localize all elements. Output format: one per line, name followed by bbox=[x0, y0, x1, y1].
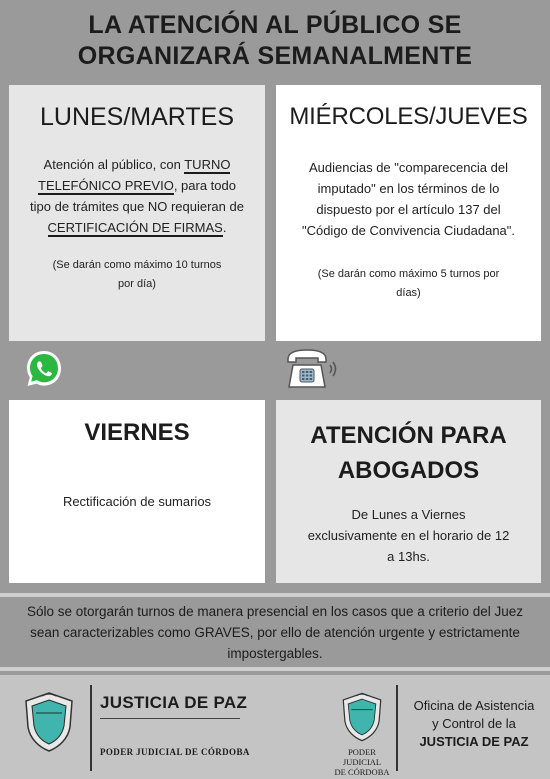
card-lawyers bbox=[276, 400, 541, 583]
card-description bbox=[27, 154, 247, 238]
card-description: Audiencias de "comparecencia del imputado" en los términos de lo dispuesto por el artículo 137 del "Código de Convivencia Ciudadana". bbox=[301, 160, 516, 238]
office-name bbox=[400, 697, 548, 751]
footer bbox=[0, 675, 550, 779]
seal-caption-line-1: PODER JUDICIAL bbox=[342, 747, 382, 767]
divider bbox=[100, 718, 240, 719]
notice-banner bbox=[0, 593, 550, 671]
card-wednesday-thursday bbox=[276, 85, 541, 341]
text-part: . bbox=[222, 220, 227, 235]
shield-seal-icon bbox=[22, 691, 76, 753]
seal-caption-line-2: DE CÓRDOBA bbox=[334, 767, 390, 777]
page-title-line-1: LA ATENCIÓN AL PÚBLICO SE bbox=[88, 11, 462, 39]
card-title: VIERNES bbox=[84, 419, 190, 446]
office-line-1: Oficina de Asistencia bbox=[413, 698, 535, 713]
brand-subtitle: PODER JUDICIAL DE CÓRDOBA bbox=[100, 747, 250, 757]
telephone-icon bbox=[284, 345, 340, 393]
seal-caption bbox=[330, 747, 394, 777]
notice-text: Sólo se otorgarán turnos de manera presencial en los casos que a criterio del Juez sean caracterizables como GRAVES, por ello de atención urgente y estrictamente impostergables. bbox=[26, 603, 524, 661]
text-part: , para todo tipo de trámites que NO requieran de bbox=[30, 178, 244, 214]
card-friday bbox=[9, 400, 265, 583]
card-title: MIÉRCOLES/JUEVES bbox=[289, 103, 528, 130]
card-monday-tuesday bbox=[9, 85, 265, 341]
card-title-line-1: ATENCIÓN PARA bbox=[310, 422, 507, 449]
office-line-3: JUSTICIA DE PAZ bbox=[419, 734, 529, 749]
shield-seal-icon bbox=[340, 691, 384, 743]
underlined-text-certification: CERTIFICACIÓN DE FIRMAS bbox=[47, 220, 223, 235]
whatsapp-icon bbox=[23, 348, 65, 390]
card-title: LUNES/MARTES bbox=[39, 103, 235, 131]
card-title bbox=[276, 418, 541, 488]
card-title-line-2: ABOGADOS bbox=[337, 457, 480, 484]
office-line-2: y Control de la bbox=[432, 716, 516, 731]
card-description: Rectificación de sumarios bbox=[62, 494, 212, 509]
divider bbox=[396, 685, 398, 771]
card-note: (Se darán como máximo 5 turnos por días) bbox=[317, 268, 500, 299]
divider bbox=[90, 685, 92, 771]
text-part: Atención al público, con bbox=[43, 157, 185, 172]
page-title-line-2: ORGANIZARÁ SEMANALMENTE bbox=[77, 42, 473, 70]
brand-title: JUSTICIA DE PAZ bbox=[100, 693, 248, 712]
page-header bbox=[0, 0, 550, 82]
underlined-text-phone-appointment: TURNO TELEFÓNICO PREVIO bbox=[38, 157, 231, 193]
card-note: (Se darán como máximo 10 turnos por día) bbox=[52, 259, 222, 290]
card-description: De Lunes a Viernes exclusivamente en el horario de 12 a 13hs. bbox=[307, 507, 510, 564]
